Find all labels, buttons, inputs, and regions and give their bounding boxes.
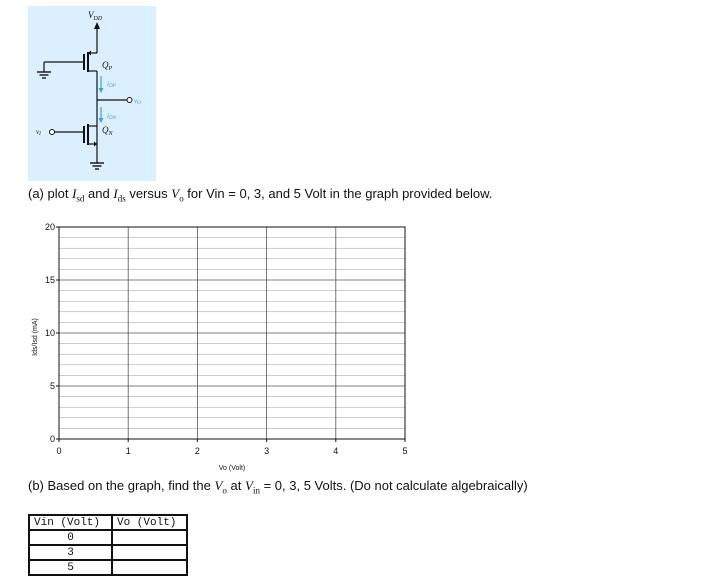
y-tick-label: 15	[44, 275, 55, 285]
column-header: Vin (Volt)	[29, 515, 112, 530]
y-tick-label: 0	[49, 434, 55, 444]
x-tick-label: 0	[56, 446, 62, 456]
qn-label: $Q_N$	[102, 125, 113, 137]
answer-table	[28, 514, 188, 576]
column-header: Vo (Volt)	[112, 515, 187, 530]
vi-label: vI	[36, 128, 41, 137]
vdd-label: $V_{DD}$	[88, 10, 103, 22]
x-tick-label: 2	[194, 446, 200, 456]
x-tick-labels	[56, 446, 407, 456]
vin-cell: 0	[29, 530, 112, 545]
vin-cell: 5	[29, 560, 112, 575]
y-tick-label: 20	[44, 222, 55, 232]
question-a: (a) plot $I_{sd}$ and $I_{ds}$ versus $V_o$ for Vin = 0, 3, and 5 Volt in the graph provided below.	[28, 186, 493, 204]
y-axis-label: Ids/Isd (mA)	[32, 318, 39, 356]
vo-label: vO	[134, 97, 141, 106]
table-row	[29, 530, 187, 545]
qp-label: $Q_P$	[102, 60, 113, 72]
vin-cell: 3	[29, 545, 112, 560]
x-tick-label: 3	[264, 446, 270, 456]
table-row	[29, 560, 187, 575]
vo-answer-cell[interactable]	[112, 560, 187, 575]
idn-label: iDN	[107, 112, 116, 121]
x-tick-label: 5	[402, 446, 408, 456]
x-tick-label: 4	[333, 446, 339, 456]
table-header-row	[29, 515, 187, 530]
y-tick-labels	[45, 222, 55, 444]
x-axis-label: Vo (Volt)	[218, 465, 246, 472]
table-row	[29, 545, 187, 560]
vo-answer-cell[interactable]	[112, 530, 187, 545]
major-gridlines	[56, 227, 405, 442]
idp-label: iDP	[107, 80, 116, 89]
x-tick-label: 1	[125, 446, 131, 456]
question-b: (b) Based on the graph, find the $V_o$ at $V_{in} = 0$, 3, 5 Volts. (Do not calculate algebraically)	[28, 478, 528, 496]
y-tick-label: 10	[44, 328, 55, 338]
y-tick-label: 5	[49, 381, 55, 391]
vo-answer-cell[interactable]	[112, 545, 187, 560]
